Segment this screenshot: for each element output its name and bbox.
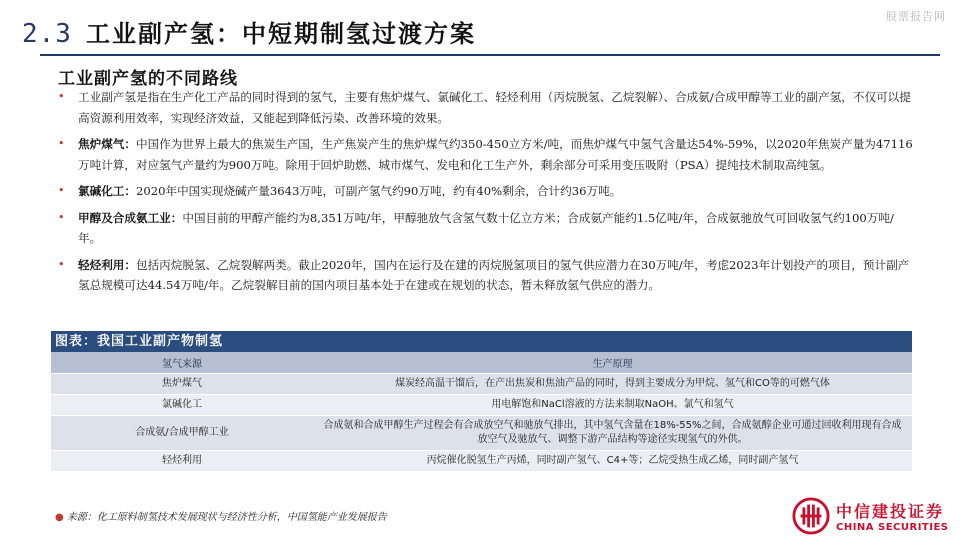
bullet-list — [56, 87, 916, 302]
table-row — [51, 450, 912, 471]
table-row — [51, 373, 912, 394]
logo-chinese-name: 中信建投证券 — [836, 502, 945, 521]
table-cell: 煤炭经高温干馏后，在产出焦炭和焦油产品的同时，得到主要成分为甲烷、氢气和CO等的可燃气体 — [313, 373, 912, 394]
title-number: 2.3 — [22, 19, 72, 49]
table-row — [51, 415, 912, 450]
table-cell: 丙烷催化脱氢生产丙烯，同时副产氢气、C4+等；乙烷受热生成乙烯，同时副产氢气 — [313, 450, 912, 471]
bullet-lead: 甲醇及合成氨工业： — [78, 210, 183, 225]
column-header-principle: 生产原理 — [313, 352, 912, 373]
bullet-item — [56, 181, 916, 202]
table-cell: 氯碱化工 — [51, 394, 313, 415]
source-dot-icon: ● — [55, 512, 64, 523]
logo-english-name: CHINA SECURITIES — [836, 522, 949, 533]
title-divider — [40, 54, 940, 56]
watermark: 股票报告网 — [886, 10, 946, 23]
china-securities-logo-icon — [792, 497, 830, 535]
source-note — [55, 508, 387, 523]
bullet-dot-icon: • — [58, 257, 65, 271]
bullet-item — [56, 87, 916, 128]
table-cell: 焦炉煤气 — [51, 373, 313, 394]
bullet-lead: 氯碱化工： — [78, 184, 136, 198]
bullet-item — [56, 255, 916, 296]
bullet-dot-icon: • — [58, 210, 65, 224]
section-heading: 工业副产氢的不同路线 — [58, 69, 238, 89]
table-cell: 合成氨/合成甲醇工业 — [51, 415, 313, 450]
table-row — [51, 394, 912, 415]
bullet-item — [56, 208, 916, 249]
bullet-lead: 焦炉煤气： — [78, 137, 136, 151]
page-title — [22, 14, 476, 49]
column-header-source: 氢气来源 — [51, 352, 313, 373]
title-text: 工业副产氢：中短期制氢过渡方案 — [85, 20, 476, 48]
bullet-text: 中国目前的甲醇产能约为8,351万吨/年，甲醇驰放气含氢气数十亿立方米；合成氨产能约1.5亿吨/年，合成氨驰放气可回收氢气约100万吨/年。 — [78, 210, 894, 245]
table-header-row — [51, 352, 912, 373]
table-cell: 用电解饱和NaCl溶液的方法来制取NaOH、氯气和氢气 — [313, 394, 912, 415]
bullet-dot-icon: • — [58, 90, 65, 103]
bullet-text: 2020年中国实现烧碱产量3643万吨，可副产氢气约90万吨，约有40%剩余，合计约36万吨。 — [135, 184, 622, 198]
table-cell: 合成氨和合成甲醇生产过程会有合成放空气和驰放气排出，其中氢气含量在18%-55%之间，合成氨醇企业可通过回收利用现有合成放空气及驰放气、调整下游产品结构等途径实现氢气的外供。 — [313, 415, 912, 450]
brand-logo — [792, 497, 949, 535]
bullet-text: 工业副产氢是指在生产化工产品的同时得到的氢气，主要有焦炉煤气、氯碱化工、轻烃利用（丙烷脱氢、乙烷裂解）、合成氨/合成甲醇等工业的副产氢，不仅可以提高资源利用效率，实现经济效益，又能起到降低污染、改善环境的效果。 — [78, 90, 911, 125]
table-cell: 轻烃利用 — [51, 450, 313, 471]
hydrogen-source-table — [51, 352, 912, 472]
source-text: 来源：化工原料制氢技术发展现状与经济性分析，中国氢能产业发展报告 — [66, 512, 387, 523]
bullet-dot-icon: • — [58, 137, 65, 150]
table-caption: 图表：我国工业副产物制氢 — [51, 331, 912, 352]
bullet-dot-icon: • — [58, 184, 65, 197]
bullet-item — [56, 134, 916, 175]
bullet-text: 中国作为世界上最大的焦炭生产国，生产焦炭产生的焦炉煤气约350-450立方米/吨，而焦炉煤气中氢气含量达54%-59%，以2020年焦炭产量为47116万吨计算，对应氢气产量约为900万吨。除用于回炉助燃、城市煤气、发电和化工生产外，剩余部分可采用变压吸附（PSA）提纯技术制取高纯氢。 — [78, 137, 913, 172]
bullet-text: 包括丙烷脱氢、乙烷裂解两类。截止2020年，国内在运行及在建的丙烷脱氢项目的氢气供应潜力在30万吨/年，考虑2023年计划投产的项目，预计副产氢总规模可达44.54万吨/年。乙烷裂解目前的国内项目基本处于在建或在规划的状态，暂未释放氢气供应的潜力。 — [78, 257, 910, 292]
bullet-lead: 轻烃利用： — [78, 257, 136, 272]
